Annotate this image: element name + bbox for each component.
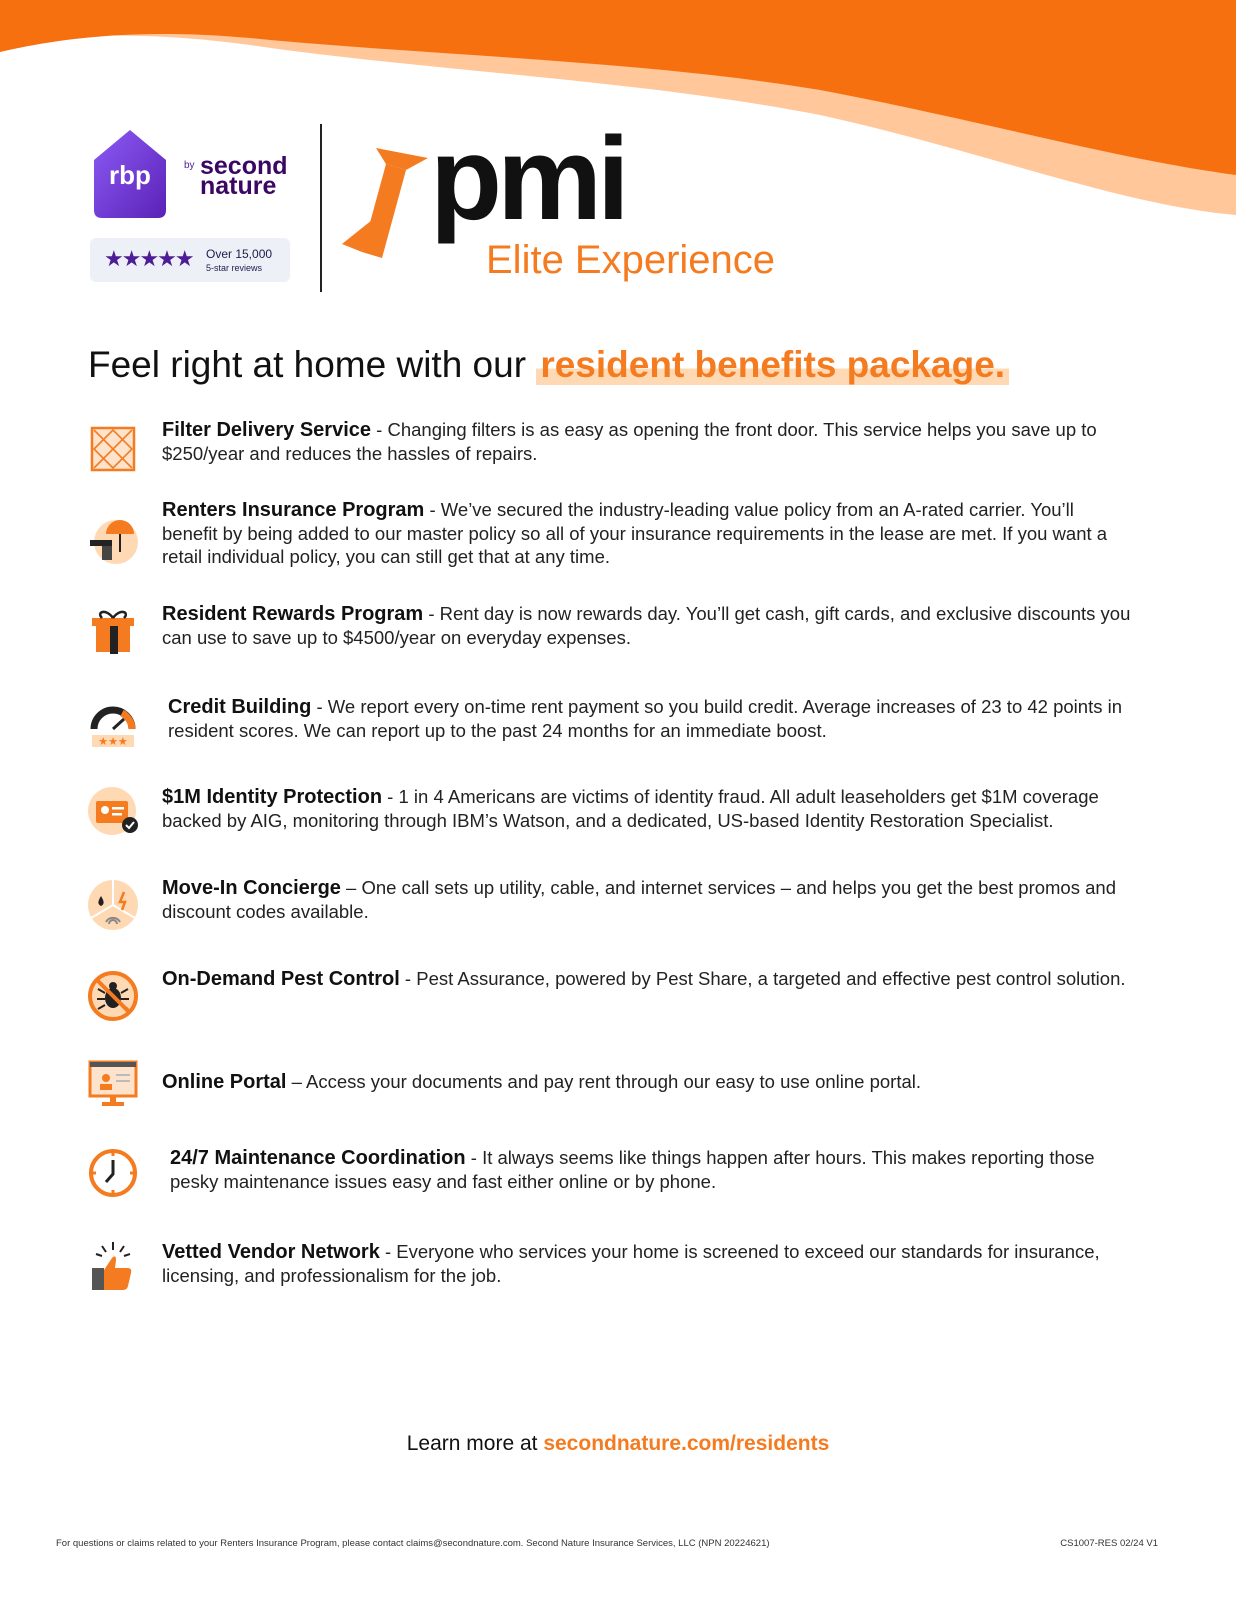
id-card-check-icon bbox=[86, 785, 140, 839]
benefit-title: Vetted Vendor Network bbox=[162, 1241, 380, 1263]
svg-text:rbp: rbp bbox=[109, 160, 151, 190]
benefit-description: Rent day is now rewards day. You’ll get cash, gift cards, and exclusive discounts you can use to save up to $4500/year on everyday expenses. bbox=[162, 603, 1131, 648]
reviews-badge bbox=[90, 238, 290, 282]
learn-more-link[interactable]: secondnature.com/residents bbox=[543, 1432, 830, 1455]
reviews-count: Over 15,000 bbox=[206, 247, 273, 261]
benefit-description: We’ve secured the industry-leading value policy from an A-rated carrier. You’ll benefit by being added to our master policy so all of your insurance requirements in the lease are met. If you want a retail individual policy, you can still get that at any time. bbox=[162, 499, 1108, 567]
benefit-title: $1M Identity Protection bbox=[162, 786, 383, 808]
learn-more-line bbox=[0, 1432, 1236, 1456]
page-headline bbox=[88, 344, 1009, 386]
benefit-description: Access your documents and pay rent through our easy to use online portal. bbox=[306, 1071, 922, 1092]
umbrella-house-icon bbox=[86, 512, 140, 566]
benefit-description: It always seems like things happen after hours. This makes reporting those pesky maintenance issues easy and fast either online or by phone. bbox=[170, 1147, 1095, 1192]
benefit-description: Pest Assurance, powered by Pest Share, a targeted and effective pest control solution. bbox=[416, 968, 1126, 989]
second-nature-line1: second bbox=[200, 152, 288, 180]
headline-highlight: resident benefits package. bbox=[536, 344, 1009, 385]
benefit-title: Move-In Concierge bbox=[162, 877, 341, 899]
elite-experience-label: Elite Experience bbox=[486, 238, 776, 282]
gift-icon bbox=[86, 604, 140, 658]
benefit-description: 1 in 4 Americans are victims of identity fraud. All adult leaseholders get $1M coverage backed by AIG, monitoring through IBM’s Watson, and a dedicated, US-based Identity Restoration Specialist. bbox=[162, 786, 1099, 831]
logo-divider bbox=[320, 124, 322, 292]
second-nature-line2: nature bbox=[200, 172, 277, 200]
utilities-icon bbox=[86, 878, 140, 932]
benefit-title: 24/7 Maintenance Coordination bbox=[170, 1147, 466, 1169]
no-bug-icon bbox=[86, 969, 140, 1023]
benefit-description: Changing filters is as easy as opening the front door. This service helps you save up to $250/year and reduces the hassles of repairs. bbox=[162, 419, 1097, 464]
clock-icon bbox=[86, 1146, 140, 1200]
benefit-description: One call sets up utility, cable, and internet services – and helps you get the best promos and discount codes available. bbox=[162, 877, 1116, 922]
monitor-portal-icon bbox=[86, 1056, 140, 1110]
benefit-title: Resident Rewards Program bbox=[162, 603, 424, 625]
by-label: by bbox=[184, 160, 195, 171]
pmi-logo-mark bbox=[342, 148, 428, 258]
filter-icon bbox=[86, 422, 140, 476]
footer-disclaimer: For questions or claims related to your Renters Insurance Program, please contact claims@secondnature.com. Second Nature Insurance Services, LLC (NPN 20224621) bbox=[56, 1538, 770, 1549]
benefit-title: Online Portal bbox=[162, 1071, 287, 1093]
learn-more-prefix: Learn more at bbox=[406, 1432, 544, 1455]
benefit-description: We report every on-time rent payment so you build credit. Average increases of 23 to 42 points in resident scores. We can report up to the past 24 months for an immediate boost. bbox=[168, 696, 1122, 741]
benefit-title: On-Demand Pest Control bbox=[162, 968, 400, 990]
footer-code: CS1007-RES 02/24 V1 bbox=[1060, 1538, 1158, 1549]
thumbs-up-icon bbox=[86, 1240, 140, 1294]
pmi-wordmark: pmi bbox=[430, 113, 625, 245]
five-stars-icon: ★★★★★ bbox=[104, 246, 193, 271]
rbp-logo bbox=[90, 126, 170, 222]
headline-prefix: Feel right at home with our bbox=[88, 344, 537, 385]
credit-gauge-icon bbox=[86, 699, 140, 753]
svg-text:★★★: ★★★ bbox=[98, 736, 128, 748]
benefit-description: Everyone who services your home is screened to exceed our standards for insurance, licensing, and professionalism for the job. bbox=[162, 1241, 1100, 1286]
benefit-title: Filter Delivery Service bbox=[162, 419, 372, 441]
second-nature-logo bbox=[200, 152, 288, 200]
benefit-title: Credit Building bbox=[168, 696, 312, 718]
benefit-title: Renters Insurance Program bbox=[162, 499, 425, 521]
brand-header bbox=[90, 113, 810, 296]
reviews-subtitle: 5-star reviews bbox=[206, 263, 263, 273]
